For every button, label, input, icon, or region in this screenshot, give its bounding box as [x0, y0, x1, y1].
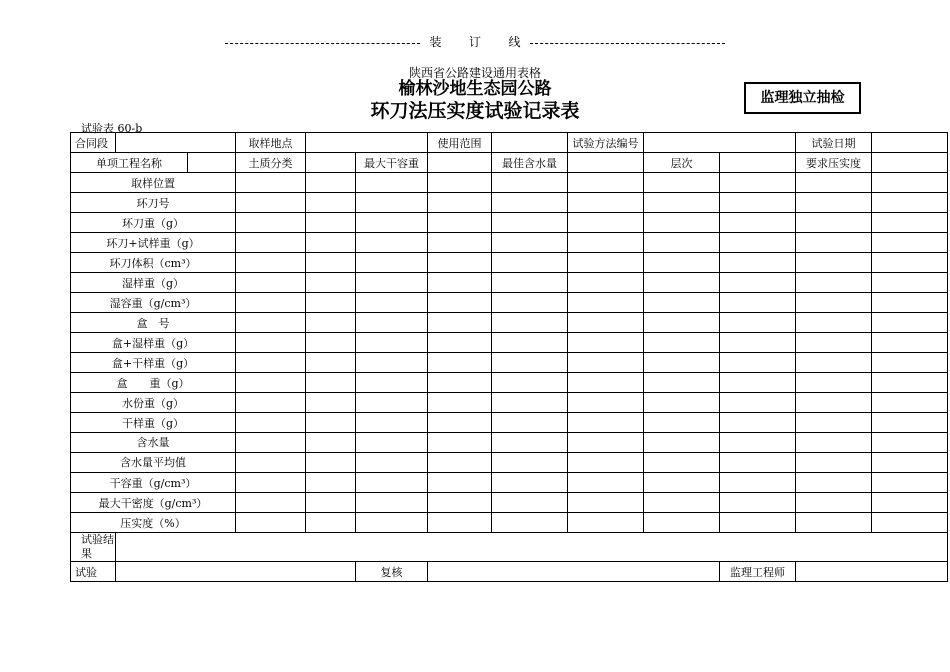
data-cell[interactable]: [872, 373, 948, 393]
contract-section-value[interactable]: [116, 133, 236, 153]
data-cell[interactable]: [306, 473, 356, 493]
data-cell[interactable]: [306, 513, 356, 533]
data-cell[interactable]: [306, 333, 356, 353]
data-cell[interactable]: [720, 433, 796, 453]
data-cell[interactable]: [872, 433, 948, 453]
row-label: 水份重（g）: [71, 393, 236, 413]
data-cell[interactable]: [356, 213, 428, 233]
data-cell[interactable]: [720, 373, 796, 393]
data-cell[interactable]: [356, 193, 428, 213]
data-cell[interactable]: [356, 173, 428, 193]
data-cell[interactable]: [306, 173, 356, 193]
data-cell[interactable]: [644, 213, 720, 233]
data-cell[interactable]: [356, 433, 428, 453]
data-cell[interactable]: [644, 453, 720, 473]
data-cell[interactable]: [568, 333, 644, 353]
data-cell[interactable]: [306, 353, 356, 373]
data-cell[interactable]: [356, 313, 428, 333]
supervisor-value[interactable]: [796, 562, 948, 582]
binding-word-3: 线: [508, 35, 521, 49]
data-cell[interactable]: [720, 453, 796, 473]
data-cell[interactable]: [872, 293, 948, 313]
max-dry-density-label: 最大干容重: [356, 153, 428, 173]
data-cell[interactable]: [356, 253, 428, 273]
meta-row-2: [71, 153, 948, 173]
data-cell[interactable]: [428, 273, 492, 293]
project-name: 榆林沙地生态园公路: [398, 79, 552, 99]
data-cell[interactable]: [356, 353, 428, 373]
data-cell[interactable]: [644, 193, 720, 213]
binding-word-1: 装: [429, 35, 442, 49]
data-cell[interactable]: [428, 333, 492, 353]
data-cell[interactable]: [306, 273, 356, 293]
data-cell[interactable]: [236, 493, 306, 513]
data-cell[interactable]: [796, 173, 872, 193]
data-cell[interactable]: [796, 433, 872, 453]
table-row: [71, 193, 948, 213]
table-row: [71, 373, 948, 393]
data-cell[interactable]: [492, 393, 568, 413]
data-cell[interactable]: [568, 473, 644, 493]
data-cell[interactable]: [796, 413, 872, 433]
data-cell[interactable]: [236, 353, 306, 373]
data-cell[interactable]: [428, 453, 492, 473]
data-cell[interactable]: [356, 393, 428, 413]
data-cell[interactable]: [720, 213, 796, 233]
data-cell[interactable]: [492, 313, 568, 333]
table-row: [71, 393, 948, 413]
data-cell[interactable]: [796, 193, 872, 213]
data-cell[interactable]: [428, 253, 492, 273]
row-label: 环刀+试样重（g）: [71, 233, 236, 253]
row-label: 干容重（g/cm³）: [71, 473, 236, 493]
table-row: [71, 293, 948, 313]
data-cell[interactable]: [644, 253, 720, 273]
reviewer-value[interactable]: [428, 562, 720, 582]
data-cell[interactable]: [720, 273, 796, 293]
data-cell[interactable]: [356, 333, 428, 353]
data-cell[interactable]: [872, 333, 948, 353]
max-dry-density-value[interactable]: [428, 153, 492, 173]
row-label: 干样重（g）: [71, 413, 236, 433]
data-cell[interactable]: [568, 253, 644, 273]
data-cell[interactable]: [236, 193, 306, 213]
row-label: 湿样重（g）: [71, 273, 236, 293]
data-cell[interactable]: [872, 273, 948, 293]
data-cell[interactable]: [720, 193, 796, 213]
test-date-value[interactable]: [872, 133, 948, 153]
data-cell[interactable]: [428, 373, 492, 393]
data-cell[interactable]: [644, 173, 720, 193]
data-cell[interactable]: [568, 193, 644, 213]
data-cell[interactable]: [720, 513, 796, 533]
supervision-stamp: 监理独立抽检: [744, 82, 861, 114]
data-cell[interactable]: [306, 293, 356, 313]
required-compaction-label: 要求压实度: [796, 153, 872, 173]
table-row: [71, 453, 948, 473]
test-method-label: 试验方法编号: [568, 133, 644, 153]
data-cell[interactable]: [236, 233, 306, 253]
data-cell[interactable]: [492, 253, 568, 273]
data-cell[interactable]: [492, 353, 568, 373]
row-label: 取样位置: [71, 173, 236, 193]
data-cell[interactable]: [872, 353, 948, 373]
row-label: 环刀体积（cm³）: [71, 253, 236, 273]
data-cell[interactable]: [236, 333, 306, 353]
data-cell[interactable]: [356, 493, 428, 513]
supervisor-label: 监理工程师: [720, 562, 796, 582]
data-cell[interactable]: [236, 173, 306, 193]
data-cell[interactable]: [428, 193, 492, 213]
data-cell[interactable]: [872, 453, 948, 473]
data-cell[interactable]: [492, 433, 568, 453]
data-cell[interactable]: [428, 413, 492, 433]
data-cell[interactable]: [568, 313, 644, 333]
data-cell[interactable]: [872, 213, 948, 233]
data-cell[interactable]: [644, 433, 720, 453]
data-cell[interactable]: [872, 493, 948, 513]
data-cell[interactable]: [568, 273, 644, 293]
data-cell[interactable]: [236, 373, 306, 393]
data-cell[interactable]: [644, 353, 720, 373]
table-row: [71, 213, 948, 233]
required-compaction-value[interactable]: [872, 153, 948, 173]
data-cell[interactable]: [236, 293, 306, 313]
page-title: 环刀法压实度试验记录表: [370, 100, 580, 122]
data-cell[interactable]: [306, 253, 356, 273]
moisture-label: 含水量: [71, 433, 236, 453]
data-cell[interactable]: [644, 273, 720, 293]
data-cell[interactable]: [796, 453, 872, 473]
data-cell[interactable]: [644, 313, 720, 333]
row-label: 盒+干样重（g）: [71, 353, 236, 373]
data-cell[interactable]: [796, 353, 872, 373]
data-cell[interactable]: [356, 413, 428, 433]
data-cell[interactable]: [356, 233, 428, 253]
table-row: [71, 313, 948, 333]
data-cell[interactable]: [236, 433, 306, 453]
data-cell[interactable]: [568, 453, 644, 473]
data-cell[interactable]: [872, 233, 948, 253]
data-cell[interactable]: [872, 393, 948, 413]
data-cell[interactable]: [872, 253, 948, 273]
data-cell[interactable]: [492, 453, 568, 473]
data-cell[interactable]: [236, 393, 306, 413]
data-cell[interactable]: [568, 493, 644, 513]
usage-scope-value[interactable]: [492, 133, 568, 153]
row-label: 最大干密度（g/cm³）: [71, 493, 236, 513]
data-cell[interactable]: [796, 513, 872, 533]
data-cell[interactable]: [796, 253, 872, 273]
data-cell[interactable]: [492, 273, 568, 293]
contract-section-label: 合同段: [71, 133, 116, 153]
usage-scope-label: 使用范围: [428, 133, 492, 153]
data-cell[interactable]: [306, 213, 356, 233]
data-cell[interactable]: [796, 333, 872, 353]
result-row: [71, 533, 948, 562]
data-cell[interactable]: [306, 493, 356, 513]
data-cell[interactable]: [492, 473, 568, 493]
data-cell[interactable]: [492, 513, 568, 533]
data-cell[interactable]: [568, 233, 644, 253]
row-label: 盒+湿样重（g）: [71, 333, 236, 353]
data-cell[interactable]: [428, 433, 492, 453]
row-label: 湿容重（g/cm³）: [71, 293, 236, 313]
table-row: [71, 353, 948, 373]
result-label: 试验结果: [71, 533, 116, 562]
data-cell[interactable]: [306, 193, 356, 213]
form-code: 试验表 60-b: [81, 122, 143, 135]
data-cell[interactable]: [720, 313, 796, 333]
reviewer-label: 复核: [356, 562, 428, 582]
data-cell[interactable]: [568, 213, 644, 233]
binding-word-2: 订: [468, 35, 481, 49]
data-cell[interactable]: [720, 353, 796, 373]
table-row: [71, 253, 948, 273]
data-cell[interactable]: [428, 473, 492, 493]
data-cell[interactable]: [236, 413, 306, 433]
table-row: [71, 233, 948, 253]
work-name-value[interactable]: [188, 153, 236, 173]
data-cell[interactable]: [644, 233, 720, 253]
binding-line: [0, 33, 950, 50]
data-cell[interactable]: [872, 473, 948, 493]
data-cell[interactable]: [428, 313, 492, 333]
data-cell[interactable]: [720, 493, 796, 513]
data-cell[interactable]: [796, 473, 872, 493]
data-cell[interactable]: [306, 313, 356, 333]
data-cell[interactable]: [644, 473, 720, 493]
data-cell[interactable]: [644, 393, 720, 413]
data-cell[interactable]: [720, 173, 796, 193]
data-cell[interactable]: [644, 333, 720, 353]
sample-location-value[interactable]: [306, 133, 428, 153]
test-method-value[interactable]: [644, 133, 796, 153]
data-cell[interactable]: [428, 353, 492, 373]
data-cell[interactable]: [492, 373, 568, 393]
data-cell[interactable]: [644, 413, 720, 433]
data-cell[interactable]: [872, 313, 948, 333]
data-cell[interactable]: [306, 433, 356, 453]
data-cell[interactable]: [428, 513, 492, 533]
data-cell[interactable]: [306, 453, 356, 473]
data-cell[interactable]: [428, 293, 492, 313]
data-cell[interactable]: [872, 513, 948, 533]
data-cell[interactable]: [568, 413, 644, 433]
table-row: [71, 273, 948, 293]
data-cell[interactable]: [306, 373, 356, 393]
data-cell[interactable]: [492, 293, 568, 313]
data-cell[interactable]: [720, 333, 796, 353]
data-cell[interactable]: [872, 193, 948, 213]
data-cell[interactable]: [306, 233, 356, 253]
data-cell[interactable]: [644, 493, 720, 513]
data-cell[interactable]: [796, 213, 872, 233]
data-cell[interactable]: [568, 433, 644, 453]
data-cell[interactable]: [568, 353, 644, 373]
layer-value[interactable]: [720, 153, 796, 173]
moisture-average-label: 含水量平均值: [71, 453, 236, 473]
data-cell[interactable]: [492, 333, 568, 353]
data-cell[interactable]: [236, 453, 306, 473]
data-cell[interactable]: [796, 373, 872, 393]
data-cell[interactable]: [428, 393, 492, 413]
data-cell[interactable]: [492, 173, 568, 193]
test-record-table: [70, 132, 948, 582]
table-row: [71, 173, 948, 193]
data-cell[interactable]: [568, 373, 644, 393]
data-cell[interactable]: [428, 493, 492, 513]
data-cell[interactable]: [306, 413, 356, 433]
row-label: 盒 号: [71, 313, 236, 333]
data-cell[interactable]: [796, 493, 872, 513]
data-cell[interactable]: [644, 293, 720, 313]
data-cell[interactable]: [428, 173, 492, 193]
data-cell[interactable]: [568, 293, 644, 313]
data-cell[interactable]: [236, 313, 306, 333]
layer-label: 层次: [644, 153, 720, 173]
data-cell[interactable]: [720, 253, 796, 273]
common-form-title: 陕西省公路建设通用表格: [408, 66, 541, 80]
data-cell[interactable]: [796, 293, 872, 313]
table-row: [71, 473, 948, 493]
data-cell[interactable]: [720, 293, 796, 313]
optimum-moisture-value[interactable]: [568, 153, 644, 173]
data-cell[interactable]: [428, 233, 492, 253]
tester-value[interactable]: [116, 562, 356, 582]
meta-row-1: [71, 133, 948, 153]
data-cell[interactable]: [356, 273, 428, 293]
data-cell[interactable]: [236, 513, 306, 533]
data-cell[interactable]: [720, 393, 796, 413]
data-cell[interactable]: [796, 233, 872, 253]
sample-location-label: 取样地点: [236, 133, 306, 153]
data-cell[interactable]: [236, 473, 306, 493]
data-cell[interactable]: [306, 393, 356, 413]
data-cell[interactable]: [236, 253, 306, 273]
data-cell[interactable]: [796, 393, 872, 413]
data-cell[interactable]: [492, 213, 568, 233]
table-row: [71, 493, 948, 513]
data-cell[interactable]: [568, 393, 644, 413]
data-cell[interactable]: [644, 373, 720, 393]
tester-label: 试验: [71, 562, 116, 582]
data-cell[interactable]: [492, 413, 568, 433]
data-cell[interactable]: [872, 413, 948, 433]
data-cell[interactable]: [236, 213, 306, 233]
data-cell[interactable]: [720, 413, 796, 433]
data-cell[interactable]: [492, 493, 568, 513]
row-label: 环刀号: [71, 193, 236, 213]
optimum-moisture-label: 最佳含水量: [492, 153, 568, 173]
data-cell[interactable]: [720, 473, 796, 493]
data-cell[interactable]: [356, 293, 428, 313]
data-cell[interactable]: [872, 173, 948, 193]
row-label: 压实度（%）: [71, 513, 236, 533]
data-cell[interactable]: [720, 233, 796, 253]
data-cell[interactable]: [796, 313, 872, 333]
table-row: [71, 513, 948, 533]
table-row: [71, 413, 948, 433]
data-cell[interactable]: [356, 513, 428, 533]
soil-class-label: 土质分类: [236, 153, 306, 173]
test-date-label: 试验日期: [796, 133, 872, 153]
data-cell[interactable]: [356, 473, 428, 493]
data-cell[interactable]: [428, 213, 492, 233]
data-cell[interactable]: [644, 513, 720, 533]
binding-dash-right: [530, 43, 725, 44]
data-cell[interactable]: [492, 233, 568, 253]
table-row: [71, 433, 948, 453]
work-name-label: 单项工程名称: [71, 153, 188, 173]
data-cell[interactable]: [356, 453, 428, 473]
data-cell[interactable]: [356, 373, 428, 393]
data-cell[interactable]: [568, 173, 644, 193]
signature-row: [71, 562, 948, 582]
data-cell[interactable]: [568, 513, 644, 533]
row-label: 环刀重（g）: [71, 213, 236, 233]
binding-dash-left: [225, 43, 420, 44]
row-label: 盒 重（g）: [71, 373, 236, 393]
soil-class-value[interactable]: [306, 153, 356, 173]
result-value[interactable]: [116, 533, 948, 562]
data-cell[interactable]: [492, 193, 568, 213]
data-cell[interactable]: [236, 273, 306, 293]
table-row: [71, 333, 948, 353]
data-cell[interactable]: [796, 273, 872, 293]
